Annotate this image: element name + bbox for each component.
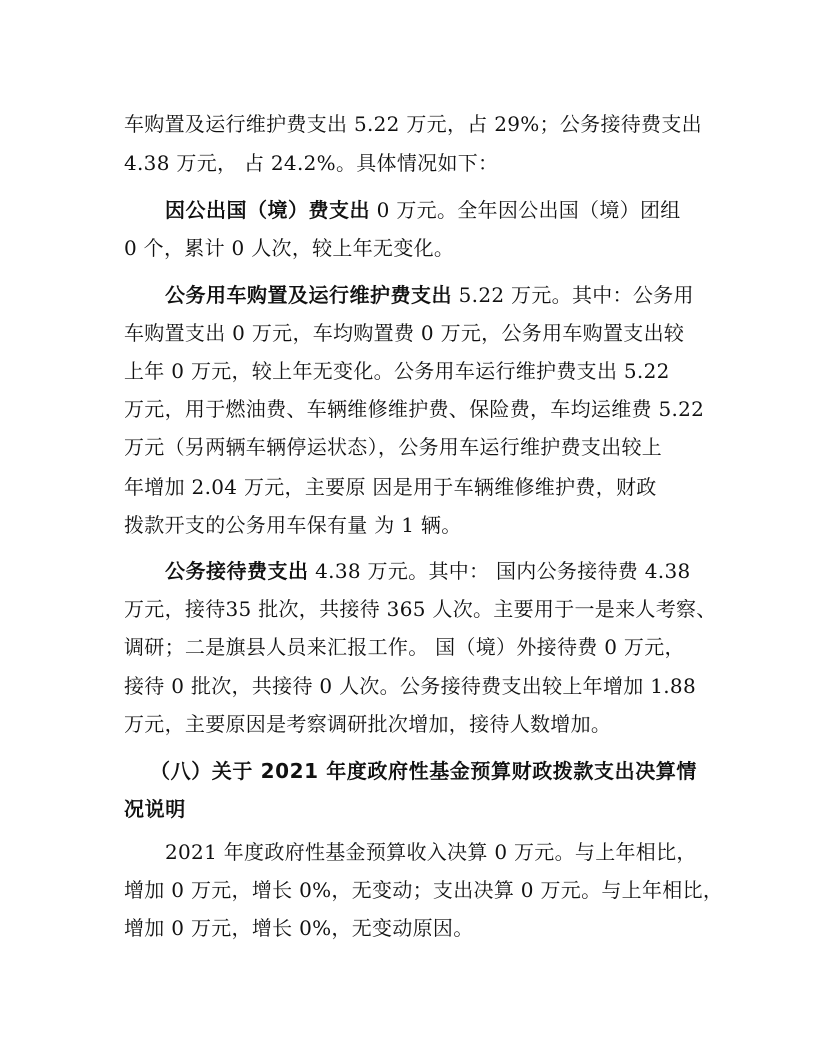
body-text-line: 万元，主要原因是考察调研批次增加，接待人数增加。 — [124, 712, 612, 736]
section-heading: （八）关于 2021 年度政府性基金预算财政拨款支出决算情 — [150, 759, 697, 783]
body-text: 5.22 万元。其中：公务用 — [452, 283, 694, 307]
body-text-line: 增加 0 万元，增长 0%，无变动；支出决算 0 万元。与上年相比， — [124, 878, 724, 902]
body-text-line: 2021 年度政府性基金预算收入决算 0 万元。与上年相比， — [165, 840, 697, 864]
section-lead-bold: 因公出国（境）费支出 — [165, 198, 370, 222]
section-heading: 况说明 — [124, 797, 186, 821]
body-text-line: 调研；二是旗县人员来汇报工作。 国（境）外接待费 0 万元， — [124, 635, 685, 659]
body-text-line: 车购置及运行维护费支出 5.22 万元，占 29%；公务接待费支出 — [124, 112, 702, 136]
body-text-line: 车购置支出 0 万元，车均购置费 0 万元，公务用车购置支出较 — [124, 321, 685, 345]
body-text: 4.38 万元。其中： 国内公务接待费 4.38 — [308, 559, 691, 583]
paragraph-line — [165, 197, 681, 223]
body-text-line: 万元（另两辆车辆停运状态），公务用车运行维护费支出较上 — [124, 435, 663, 459]
body-text-line: 万元，用于燃油费、车辆维修维护费、保险费，车均运维费 5.22 — [124, 397, 705, 421]
section-lead-bold: 公务用车购置及运行维护费支出 — [165, 283, 452, 307]
body-text-line: 上年 0 万元，较上年无变化。公务用车运行维护费支出 5.22 — [124, 359, 670, 383]
section-lead-bold: 公务接待费支出 — [165, 559, 309, 583]
body-text: 0 万元。全年因公出国（境）团组 — [370, 198, 681, 222]
body-text-line: 接待 0 批次，共接待 0 人次。公务接待费支出较上年增加 1.88 — [124, 674, 696, 698]
body-text-line: 拨款开支的公务用车保有量 为 1 辆。 — [124, 513, 462, 537]
paragraph-line — [165, 558, 691, 584]
body-text-line: 万元，接待35 批次，共接待 365 人次。主要用于一是来人考察、 — [124, 597, 717, 621]
paragraph-line — [165, 282, 694, 308]
body-text-line: 增加 0 万元，增长 0%，无变动原因。 — [124, 916, 474, 940]
body-text-line: 4.38 万元， 占 24.2%。具体情况如下： — [124, 151, 499, 175]
body-text-line: 年增加 2.04 万元，主要原 因是用于车辆维修维护费，财政 — [124, 475, 657, 499]
body-text-line: 0 个，累计 0 人次，较上年无变化。 — [124, 236, 455, 260]
